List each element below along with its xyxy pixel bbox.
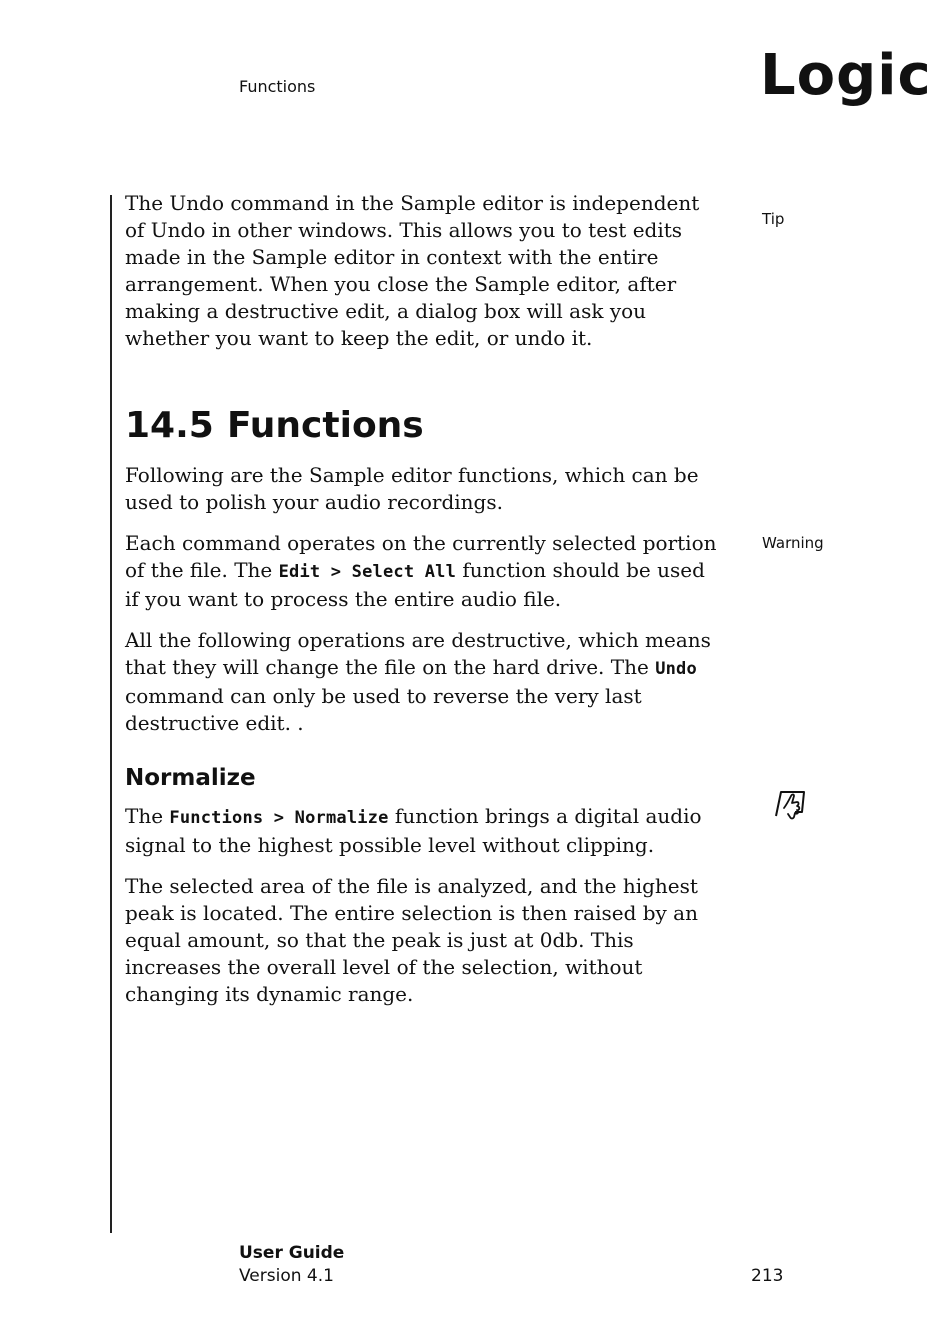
section-paragraph-1: Following are the Sample editor functions, which can be used to polish your audio recordings. <box>125 463 699 514</box>
text-run: The <box>125 804 170 828</box>
text-run: All the following operations are destructive, which means that they will change the file on the hard drive. The <box>125 628 711 679</box>
subsection-paragraph-2: The selected area of the file is analyzed, and the highest peak is located. The entire selection is then raised by an equal amount, so that the peak is just at 0db. This increases the overall level of the selection, without changing its dynamic range. <box>125 874 698 1006</box>
margin-rule <box>110 195 112 1233</box>
text-run: command can only be used to reverse the very last destructive edit. . <box>125 684 642 735</box>
section-paragraph-2 <box>125 530 725 613</box>
intro-paragraph: The Undo command in the Sample editor is independent of Undo in other windows. This allows you to test edits made in the Sample editor in context with the entire arrangement. When you close the Sample editor, after making a destructive edit, a dialog box will ask you whether you want to keep the edit, or undo it. <box>125 191 700 350</box>
section-title: Functions <box>227 405 424 446</box>
section-number: 14.5 <box>125 405 214 446</box>
command-name: Functions > Normalize <box>169 808 389 828</box>
logic-logo: Logic <box>760 43 932 108</box>
warning-note: Warning <box>762 534 824 552</box>
text-run: Each command operates on the currently selected portion of the file. The <box>125 531 717 582</box>
text-run: function should be used if you want to process the entire audio file. <box>125 558 705 611</box>
footer-title: User Guide <box>239 1243 345 1263</box>
main-content <box>125 190 725 1022</box>
section-paragraph-3 <box>125 627 725 737</box>
text-run: function brings a digital audio signal to the highest possible level without clipping. <box>125 804 702 857</box>
tip-note: Tip <box>762 210 785 228</box>
section-heading <box>125 404 725 448</box>
page-number: 213 <box>751 1266 784 1286</box>
subsection-heading: Normalize <box>125 765 256 791</box>
hand-pointer-icon <box>773 786 809 822</box>
footer-version: Version 4.1 <box>239 1266 334 1286</box>
subsection-paragraph-1 <box>125 803 725 859</box>
command-name: Edit > Select All <box>278 562 457 582</box>
command-name: Undo <box>655 659 697 679</box>
running-title: Functions <box>239 77 316 96</box>
